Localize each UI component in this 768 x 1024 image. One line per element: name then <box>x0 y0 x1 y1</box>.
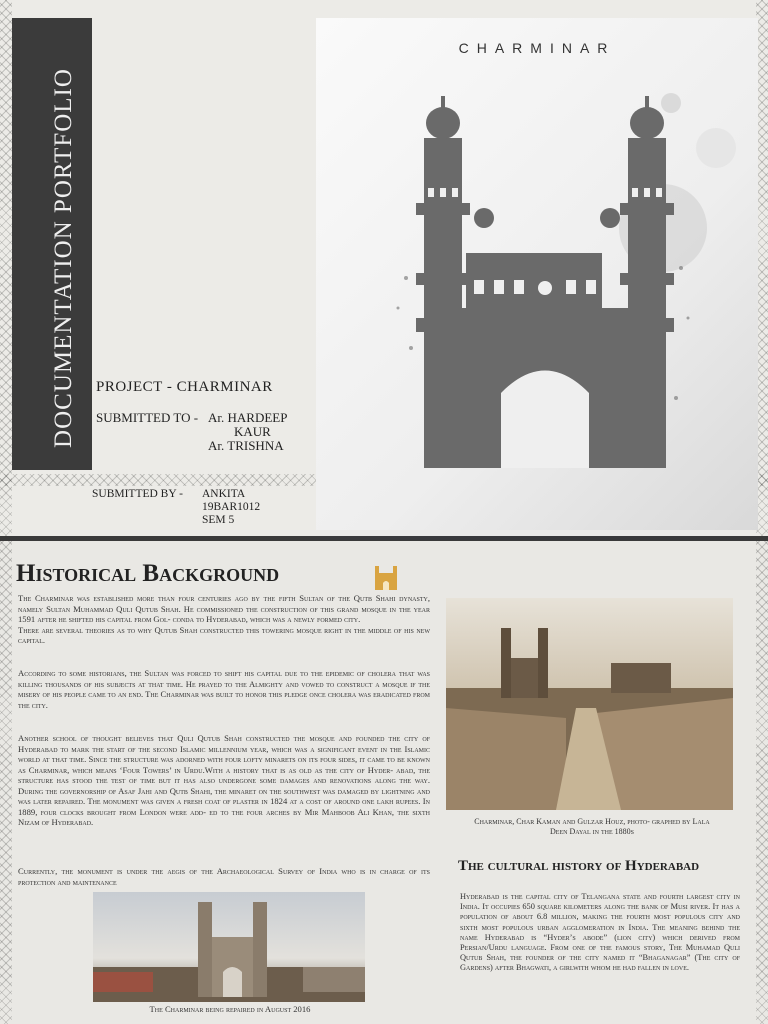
submitted-by-sem: SEM 5 <box>202 514 235 526</box>
submitted-to-name-1: Ar. HARDEEP <box>208 410 288 425</box>
historic-photo-caption: Charminar, Char Kaman and Gulzar Houz, photo- graphed by Lala Deen Dayal in the 1880s <box>474 817 710 836</box>
history-paragraph-3: Another school of thought believes that Quli Qutub Shah constructed the mosque and founded the city of Hyderabad to mark the start of the second Islamic millennium year, which was a significant event in the Islamic world at that time. Since the structure was adorned with four lofty minarets on its four sides, it came to be known as Charminar, which means ‘Four Towers’ in Urdu.With a history that is as old as the city of Hyder- abad, the structure has stood the test of time but it has also undergone some damages and renovations along the way. During the governorship of Asaf Jahi and Qutb Shahi, the minaret on the southwest was damaged by lightning and was later repaired. The monument was given a fresh coat of plaster in 1824 at a cost of around one lakh rupees. In 1889, four clocks brought from London were add- ed to the four arches by Mir Mahboob Ali Khan, the sixth Nizam of Hyderabad. <box>18 733 430 827</box>
repair-photo-caption: The Charminar being repaired in August 2016 <box>149 1004 311 1014</box>
cultural-history-title: The cultural history of Hyderabad <box>458 858 700 874</box>
spine-title: DOCUMENTATION PORTFOLIO <box>50 68 77 448</box>
left-pattern-border-2 <box>0 541 12 1024</box>
historical-background-title: Historical Background <box>16 560 280 587</box>
charminar-icon <box>372 564 400 590</box>
historic-photo <box>446 598 733 810</box>
spine-panel <box>12 18 92 470</box>
hero-image-panel <box>316 18 758 530</box>
project-title: PROJECT - CHARMINAR <box>96 379 273 395</box>
hero-title: CHARMINAR <box>458 40 616 56</box>
right-pattern-border-2 <box>756 541 768 1024</box>
history-text-1: The Charminar was established more than four centuries ago by the fifth Sultan of the Qutb Shahi dynasty, namely Sultan Muhammad Quli Qutub Shah. He commissioned the construction of this grand mosque in the year 1591 after he shifted his capital from Gol- conda to Hyderabad, which was a newly formed city. <box>18 593 430 624</box>
submitted-to-label: SUBMITTED TO - <box>96 410 199 425</box>
cultural-history-text: Hyderabad is the capital city of Telangana state and fourth largest city in India. It occupies 650 square kilometers along the bank of Musi river. It has a population of about 6.8 million, making the fourth most populous city and sixth most populous urban agglomeration in India. The meaning behind the name Hyderabad is “Hyder’s abode” (lion city) which derived from Persian/Urdu language. From one of the famous story, The Muhamad Quli Qutub Shah, the founder of the city named it “Bhaganagar” (The city of Gardens) after Bhagwati, a girlwith whom he had fallen in love. <box>460 892 740 973</box>
submitted-by-label: SUBMITTED BY - <box>92 488 183 500</box>
history-paragraph-4: Currently, the monument is under the aegis of the Archaeological Survey of India who is in charge of its protection and maintenance <box>18 866 430 887</box>
left-pattern-border <box>0 0 12 537</box>
submitted-to-name-2: Ar. TRISHNA <box>208 438 284 453</box>
history-text-1b: There are several theories as to why Qutub Shah constructed this towering mosque right in the middle of his new capital. <box>18 624 430 645</box>
history-paragraph-1 <box>18 593 430 646</box>
repair-photo <box>93 892 365 1002</box>
submitted-by-id: 19BAR1012 <box>202 501 261 513</box>
submitted-to-name-1b: KAUR <box>234 424 271 439</box>
history-paragraph-2: According to some historians, the Sultan was forced to shift his capital due to the epidemic of cholera that was killing thousands of his subjects at that time. He prayed to the Almighty and vowed to construct a mosque if the misery of his people came to an end. The Charminar was built to honor this pledge once cholera was eradicated from the city. <box>18 668 430 710</box>
charminar-illustration <box>316 18 758 530</box>
submitted-by-name: ANKITA <box>202 488 246 500</box>
